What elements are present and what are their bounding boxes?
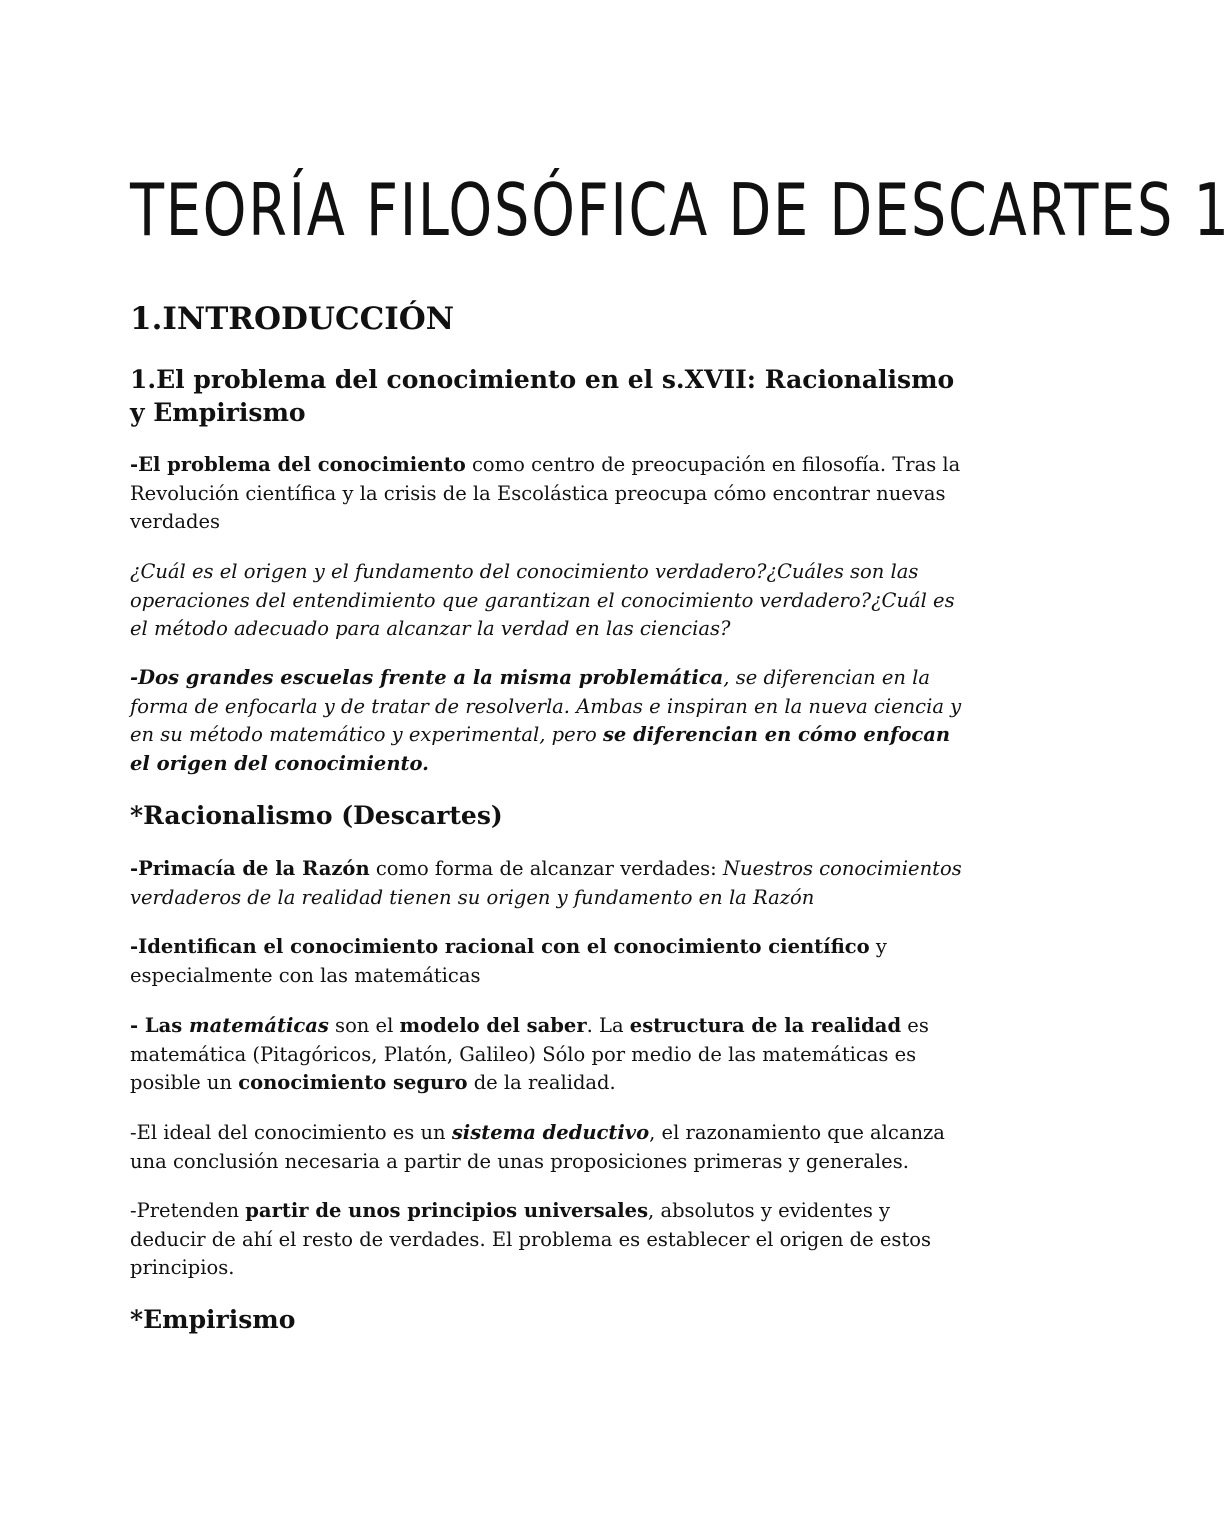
paragraph-bold-italic-text: sistema deductivo	[451, 1121, 650, 1144]
paragraph-sistema-deductivo	[130, 1119, 965, 1176]
subheading-empirismo: *Empirismo	[130, 1305, 296, 1334]
paragraph-problema-conocimiento	[130, 451, 965, 537]
paragraph-text: , se diferencian en la forma de enfocarla y de tratar de resolverla. Ambas e inspiran en la nueva ciencia y en su método matemático y experimental, pero	[130, 666, 962, 746]
page-title: TEORÍA FILOSÓFICA DE DESCARTES 1	[130, 168, 1231, 252]
subheading-racionalismo: *Racionalismo (Descartes)	[130, 801, 503, 830]
paragraph-text: son el	[328, 1014, 400, 1037]
paragraph-bold-text: conocimiento seguro	[238, 1071, 468, 1094]
paragraph-text: como centro de preocupación en filosofía. Tras la Revolución científica y la crisis de la Escolástica preocupa cómo encontrar nuevas verdades	[130, 453, 961, 533]
paragraph-text: , absolutos y evidentes y deducir de ahí el resto de verdades. El problema es establecer el origen de estos principios.	[130, 1199, 932, 1279]
paragraph-primacia-razon	[130, 855, 965, 912]
paragraph-principios-universales	[130, 1197, 965, 1283]
paragraph-identifican-conocimiento	[130, 933, 965, 990]
paragraph-text: -Pretenden	[130, 1199, 246, 1222]
paragraph-italic-text: Nuestros conocimientos verdaderos de la realidad tienen su origen y fundamento en la Razón	[130, 857, 962, 909]
paragraph-text: es matemática (Pitagóricos, Platón, Galileo) Sólo por medio de las matemáticas es posible un	[130, 1014, 929, 1094]
paragraph-bold-italic-text: matemáticas	[189, 1014, 329, 1037]
paragraph-bold-lead: -El problema del conocimiento	[130, 453, 466, 476]
paragraph-text: . La	[586, 1014, 630, 1037]
subsection-heading-problema-conocimiento: 1.El problema del conocimiento en el s.XVII: Racionalismo y Empirismo	[130, 365, 955, 427]
paragraph-questions: ¿Cuál es el origen y el fundamento del conocimiento verdadero?¿Cuáles son las operaciones del entendimiento que garantizan el conocimiento verdadero?¿Cuál es el método adecuado para alcanzar la verdad en las ciencias?	[130, 560, 955, 640]
paragraph-matematicas	[130, 1012, 965, 1098]
paragraph-bold-conclusion: se diferencian en cómo enfocan el origen del conocimiento.	[130, 723, 951, 775]
paragraph-dos-escuelas	[130, 664, 965, 778]
paragraph-bold-text: - Las	[130, 1014, 189, 1037]
paragraph-bold-text: modelo del saber	[399, 1014, 587, 1037]
paragraph-bold-lead: -Dos grandes escuelas frente a la misma problemática	[130, 666, 724, 689]
paragraph-text: de la realidad.	[467, 1071, 616, 1094]
paragraph-text: como forma de alcanzar verdades:	[369, 857, 723, 880]
paragraph-bold-text: partir de unos principios universales	[245, 1199, 649, 1222]
paragraph-text: y especialmente con las matemáticas	[130, 935, 887, 987]
paragraph-bold-lead: -Identifican el conocimiento racional con el conocimiento científico	[130, 935, 870, 958]
paragraph-bold-text: estructura de la realidad	[629, 1014, 902, 1037]
section-heading-introduccion: 1.INTRODUCCIÓN	[130, 301, 455, 337]
paragraph-bold-lead: -Primacía de la Razón	[130, 857, 370, 880]
paragraph-text: , el razonamiento que alcanza una conclusión necesaria a partir de unas proposiciones primeras y generales.	[130, 1121, 945, 1173]
paragraph-text: -El ideal del conocimiento es un	[130, 1121, 452, 1144]
